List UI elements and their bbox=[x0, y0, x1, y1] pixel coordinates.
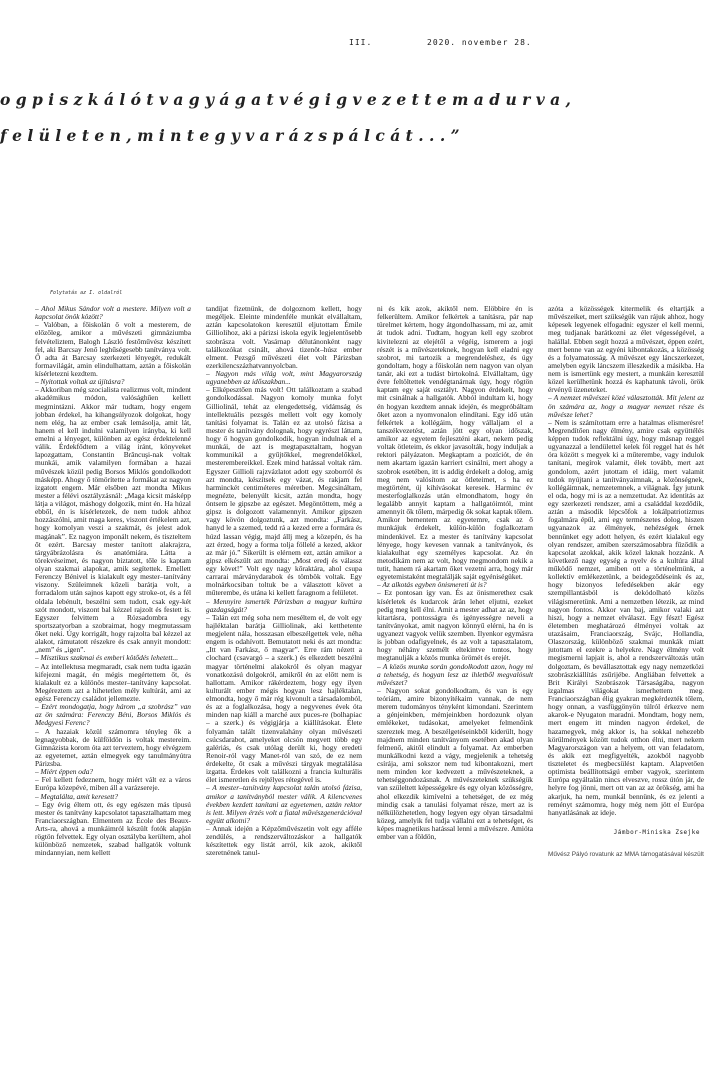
support-note: Művész Pályó rovatunk az MMA támogatásával készült bbox=[548, 851, 704, 858]
interview-answer: – Talán ezt még soha nem meséltem el, de volt egy hajléktalan barátja Gilliolinak, aki ketthetente megjelent nála, hosszasan elbeszélgettek vele, néha engem is odahívott. Bemutatott neki és azt mondta: „Itt van Farkász, ő magyar”. Erre rám nézett a clochard (csavargó – a szerk.) és elkezdett beszélni magyar történelmi alakokról és olyan magyar vonatkozású dolgokról, amikről én az előtt nem is hallottam. Amikor rákérdeztem, hogy egy ilyen kulturált ember mégis hogyan lesz hajléktalan, elmondta, hogy ő már rég kivonult a társadalomból, és az a foglalkozása, hogy a negyvenes évek óta minden nap kiáll a marché aux puces-re (bolhapiac – a szerk.) és végigjárja a kiállításokat. Élete folyamán talált tizenvalahány olyan művészeti csúcsdarabot, amelyeket olcsón megvett több egy galériás, és csak utólag derült ki, hogy eredeti Renoir-ról vagy Manet-ról van szó, de ez nem érdekelte, őt csak a művészi tárgyak megtalálása izgatta. Érdekes volt találkozni a francia kulturális élet ismeretlen és rejtélyes rétegével is. bbox=[206, 612, 362, 785]
interview-answer: – A hazaiak közül számomra tényleg ők a legnagyobbak, de külföldön is voltak mestereim. Gimnázista korom óta azt terveztem, hogy elvégzem az egyetemet, aztán elmegyek egy tanulmányútra Párizsba. bbox=[35, 726, 191, 768]
interview-answer: tandíjat fizetnünk, de dolgoznom kellett, hogy megéljek. Eleinte mindenféle munkát elvállaltam, aztán kapcsolatokon keresztül eljutottam Émile Gilliolihoz, aki a párizsi iskola egyik legjelentősebb szobrásza volt. Vasárnap délutánonként nagy találkozókat csinált, ahová tizenöt–húsz ember elment. Pezsgő művészeti élet volt Párizsban ezerkilencszázhatvannyolcban. bbox=[206, 305, 362, 370]
interview-question: – A közös munka során gondolkodott azon, hogy mi a tehetség, és hogyan lesz az ihletből megvalósult művészet? bbox=[377, 661, 533, 687]
interview-question: – A nemzet művészei közé választották. Mit jelent az ön számára az, hogy a magyar nemzet része és művésze lehet? bbox=[548, 393, 704, 419]
article-body bbox=[35, 305, 705, 1060]
interview-question: – Ezért mondogatja, hogy három „a szobrász” van az ön számára: Ferenczy Béni, Borsos Miklós és Medgyesi Ferenc? bbox=[35, 702, 191, 728]
interview-question: – Mennyire ismerték Párizsban a magyar kultúra gazdagságát? bbox=[206, 596, 362, 614]
interview-answer: – Akkoriban még szocialista realizmus volt, mindent akadémikus módon, valósághűen kellett megmintázni. Akkor már tudtam, hogy engem jobban érdekel, ha kihangsúlyozok dolgokat, hogy nem elég, ha az ember csak lemásolja, amit lát, hanem el kell indulni valamilyen irányba, ki kell emelni a lényeget, különben az egész érdektelenné válik. Érdekfődtem a világ iránt, könyveket lapozgattam, Constantin Brâncuşi-nak voltak munkái, amik valamilyen formában a hazai művészek közül pedig Borsos Miklós gondolkodott másképp. Ahogy ő tömörítette a formákat az nagyon izgatott engem. Már elsőben azt mondta Mikus mester a félévi osztályzásnál: „Maga kicsit másképp látja a világot, máshogy dolgozik, mint én. Ha húzal ebből, én is kísérletezek, de nem tudok ahhoz hozzászólni, amit maga keres, viszont értékelem azt, hogy komolyan veszi a szakmát, és jelest adok magának”. Ez nagyon imponált nekem, és tiszteltem őt ezért. Barcsay mester tanított alakrajzra, tárgyábrázolásra és anatómiára. Látta a törekvéseimet, és nagyon biztatott, tőle is kaptam olyan szakmai alapokat, amik segítettek. Emellett Ferenczy Bénivel is kialakult egy mester–tanítvány viszony. Szüleimnek kőzeli barátja volt, a forradalom után sajnos kapott egy stroke-ot, és a fél oldala lebénult, beszélni sem tudott, csak egy-két szót mondott, viszont bal kézzel rajzolt és festett is. Egyszer felvittem a Rózsadombra egy sportszatyorban a szobraimat, hogy megmutassam őket neki. Úgy korrigált, hogy rajzolta bal kézzel az alakot, rámutatott részekre és csak annyit mondott: „nem” és „igen”. bbox=[35, 385, 191, 655]
interview-answer: – Elképesztően más volt! Ott találkoztam a szabad gondolkodással. Nagyon komoly munka folyt Gilliolinál, tehát az elengedettség, vidámság és intellektuális pezsgés mellett volt egy komoly tanítási folyamat is. Talán ez az utolsó fázisa a mester és tanítvány dolognak, hogy egyrészt láttam, hogy ő hogyan gondolkodik, hogyan indulnak el a munkái, de azt is megtapasztaltam, hogyan kommunikál a gyűjtőkkel, megrendelőkkel, mesterembereikkel. Ezek mind hatással voltak rám. Egyszer Gillioli rajzvázlatot adott egy szoborról és azt mondta, készítsek egy vázat, és rakjam fel harminckét centiméteres méretben. Megcsináltam, megnézte, belenyúlt kicsit, aztán mondta, hogy öntsem le gipszbe az egészet. Megöntöttem, még a gipsz is dolgozott valamennyit. Amikor gipszen vagy kövön dolgoztunk, azt mondta: „Farkász, hanyd le a szemed, tedd rá a kezed erre a formára és húzd lassan végig, majd állj meg a közepén, és ha azt érzed, hogy a forma tolja föllelé a kezed, akkor az már jó.” Sikerült is elérnem ezt, aztán amikor a gipsz elkészült azt mondta: „Most eredj és válassz egy követ!” Volt egy nagy kőraktára, ahol csupa carrarai márványdarabok és tömbök voltak. Egy molnárkocsiban toltuk be a választott követ a műterembe, és utána ki kellett faragnom a felületet. bbox=[206, 385, 362, 598]
interview-answer: – Az intellektusa megmaradt, csak nem tudta igazán kifejezni magát, én mégis megértettem őt, és kialakult ez a különös mester–tanítvány kapcsolat. Megéreztem azt a hihetetlen mély kultúrát, ami az egész Ferenczy családot jellemezte. bbox=[35, 661, 191, 703]
interview-question: – Megtalálta, amit keresett? bbox=[35, 791, 119, 801]
interview-answer: azóta a közösségek kitermelik és eltartják a művészeiket, mert szükségük van rájuk ahhoz, hogy képesek legyenek elfogadni: egyszer el kell menni, meg tudjanak barátkozni az élet végességével, a halállal. Ebben segít hozzá a művészet, éppen ezért, mert benne van az egyéni kibontakozás, a közösség és a folyamatosság. A művészet egy láncszerkezet, amelyben egyik láncszem illeszkedik a másikba. Ha nem is ismertünk egy mestert, a munkáin keresztül közel kerülhetünk hozzá és kaphatunk távoli, örök érvényű üzeneteket. bbox=[548, 305, 704, 395]
interview-question: – Miért éppen oda? bbox=[35, 767, 94, 777]
interview-answer: – Ez pontosan így van. És az önismerethez csak kísérletek és kudarcok árán lehet eljutni, ezeket pedig meg kell élni. Amit a mester adhat az az, hogy kitartásra, pontosságra és igényességre neveli a tanítványokat, amit nagyon könnyű elérni, ha én is ugyanezt vagyok velük szemben. Ilyenkor egymásra is jobban odafigyelnek, és az volt a tapasztalatom, hogy néhány személt eltekintve tontos, hogy megtanulják a közös munka örömét és erejét. bbox=[377, 588, 533, 663]
page-header bbox=[0, 38, 720, 50]
pull-quote-line-1: o g p i s z k á l ó t v a g y á g a t v é g i g v e z e t t e m a d u r v a , bbox=[0, 90, 571, 109]
interview-answer: – Nagyon sokat gondolkodtam, és van is egy teóriám, amire bizonyítékaim vannak, de nem merem tudományos tényként kimondani. Szerintem a génjeinkben, mémjeinkben hordozunk olyan emlékeket, tudásokat, amelyeket felmenőink szereztek meg. A beszélgetéseinkből kiderült, hogy majdnem minden tanítványom esetében akad olyan felmenő, akitől elindult a folyamat. Az emberben munkálkodni kezd a vágy, megjelenik a tehetség csírája, ami sokszor nem tud kibontakozni, mert nem minden kor kedvezett a művészeteknek, a tehetséggondozásnak. A művészeteknek szükségük van szüleltett képességekre és egy olyan közösségre, ahol elkezdik kimívelni a tehetséget, de ez még mindig csak a tanulási folyamat része, mert az is nélkülözhetetlen, hogy legyen egy olyan társadalmi közeg, amelyik fel tudja vállalni ezt a tehetséget, és képes magnetikus hatással lenni a művészre. Amióta ember van a földön, bbox=[377, 685, 533, 842]
continued-from-note: Folytatás az I. oldalról bbox=[50, 290, 123, 296]
interview-answer: – Annak idején a Képzőművészetin volt egy afféle zendülés, a rendszerváltozáskor a hallgatók készítettek egy listát arról, kik azok, akiktől szeretnének tanul- bbox=[206, 824, 362, 858]
interview-question: – Misztikus szakmai és emberi kötődés lehetett... bbox=[35, 653, 179, 663]
interview-question: – Nagyon más világ volt, mint Magyarország ugyanebben az időszakban... bbox=[206, 369, 362, 387]
pull-quote bbox=[0, 82, 720, 154]
interview-question: – Nyitottak voltak az újításra? bbox=[35, 377, 125, 387]
page-number: III. bbox=[349, 38, 373, 47]
interview-answer: – Valóban, a főiskolán ő volt a mesterem, de előzőleg, amikor a művészeti gimnáziumba felvételiztem, Balogh László festőművész készített fel, aki Barcsay Jenő leghűségesebb tanítványa volt. Ő adta át Barcsay szerkezeti lényegét, redukált formavilágát, amin elindulhattam, aztán a főiskolán kísérletezni kezdtem. bbox=[35, 320, 191, 378]
interview-answer: ni és kik azok, akiktől nem. Elöbbire én is felkerültem. Amikor felkértek a tanításra, pár nap türelmet kértem, hogy átgondolhassam, mi az, amit át tudok adni. Tudtam, hogyan kell egy szobrot kivitelezni az elejétől a végéig, ismerem a jogi részét is a művészeteknek, hogyan kell eladni egy szobrot, mi tartozik a megrendeléshez, és úgy gondoltam, hogy a főiskolán nem nagyon van olyan tanár, aki ezt a tudást birtokolná. Elvállaltam, úgy évre feltöltettek vendégtanárnak úgy, hogy rögtön kaptam egy saját osztályt. Nagyon érdekelt, hogy mit csinálnak a hallgatók. Abból indultam ki, hogy én hogyan kezdtem annak idején, és megpróbáltam őket azon a nyomvonalon elindítani. Egy idő után felkértek a kollégáim, hogy vállaljam el a tanszékvezetést, aztán jött egy olyan időszak, amikor az egyetem fejleszténi akart, nekem pedig voltak ötleteim, és ekkor javasolták, hogy induljak a rektori pályázaton. Megkaptam a pozíciót, de én nem akartam igazán karriert csinálni, mert ahogy a szobrok esetében, itt is addig érdekelt a dolog, amíg meg nem valósítom az ötleteimet, s ha ez megtörtént, új kihívásokat keresek. Harminc év mesterfoglalkozás után elmondhatom, hogy én legalább annyit kaptam a hallgatóimtól, mint amennyit ők tőlem, márpedig ők sokat kaptak tőlem. Amikor bementem az egyetemre, csak az ő munkájuk érdekelt, külön-külön foglalkoztam mindenkivel. Ez a mester és tanítvány kapcsolat lényege, hogy kevesen vannak a tanítványok, és kialakulhat egy személyes kapcsolat. Az én metodikám nem az volt, hogy megmondom nekik a tutit, hanem rá akartam őket vezetni arra, hogy már egyetemistaként megtalálják saját egyéniségüket. bbox=[377, 305, 533, 582]
article-column-1 bbox=[35, 305, 191, 1060]
issue-date: 2020. november 28. bbox=[427, 38, 532, 47]
interview-question: – Az alkotás egyben önismereti út is? bbox=[377, 580, 487, 590]
author-signature: Jámbor-Miniska Zsejke bbox=[613, 828, 700, 836]
interview-answer: – Fel kellett fedeznem, hogy miért vált ez a város Európa közepévé, miben áll a varázsereje. bbox=[35, 775, 191, 793]
article-column-4 bbox=[548, 305, 704, 1060]
pull-quote-line-2: f e l ü l e t e n , m i n t e g y v a r á z s p á l c á t . . . ” bbox=[0, 126, 460, 145]
interview-question: – A mester–tanítvány kapcsolat talán utolsó fázisa, amikor a tanítványból mester válik. A kilencvenes években kezdett tanítani az egyetemen, aztán rektor is lett. Milyen érzés volt a fiatal művészgenerációval együtt alkotni? bbox=[206, 783, 362, 825]
article-column-2 bbox=[206, 305, 362, 1060]
interview-answer: – Egy évig éltem ott, és egy egészen más típusú mester és tanítvány kapcsolatot tapasztalhattam meg Franciaországban. Elmentem az École des Beaux-Arts-ra, ahová a munkáimról készült fotók alapján rögtön felvettek. Egy olyan osztályba kerültem, ahol különböző nemzetek, szabad hallgatók voltunk mindannyian, nem kellett bbox=[35, 799, 191, 858]
sign-off bbox=[548, 829, 704, 859]
article-column-3 bbox=[377, 305, 533, 1060]
interview-question: – Ahol Mikus Sándor volt a mestere. Milyen volt a kapcsolat önök között? bbox=[35, 305, 191, 322]
interview-answer: – Nem is számítottam erre a hatalmas elismerésre! Megrendítően nagy élmény, amire csak együttélés képpen tudok reflektálni úgy, hogy másnap reggel ugyanazzal a lendülettel kelek föl reggel hat és hét óra között s megyek ki a műterembe, vagy indulok tanítani, megírok valamit, élek tovább, mert azt gondolom, azért jutottam el idáig, mert valamit tudok nyújtani a tanítványaimnak, a közönségnek, kollégáimnak, nemzetemnek, a világnak. Így jutunk el oda, hogy mi is az a nemzettudat. Az identitás az egy szerkezeti rendszer, ami a családdal kezdődik, aztán a második lépcsőfok a lokálpatriotizmus fogalmára épül, ami egy természetes dolog, hiszen ugyanazok az élmények, nehézségek érnek bennünket egy adott helyen, és ezért kialakul egy olyan rendszer, amiben szerszámosabbra fűződik a kapcsolat azokkal, akik közel laknak hozzánk. A következő nagy egység a nyelv és a kultúra által működő nemzet, amiben ott a történelmünk, a kollektív emlékezetünk, a beidegződéseink és az, hogy bizonyos lefedésekben akár egy szempillantásból is dekódolható közös világismeretünk. Ami a nemzetben létezik, az mind nagyon fontos. Akkor van baj, amikor valaki azt hiszi, hogy a nemzet elválaszt. Egy fészt! Egész életemben meghatározó élményei voltak az utazásaim, Franciaország, Svájc, Hollandia, Olaszország, különböző szakmai munkák miatt jutottam el ezekre a helyekre. Nagy élmény volt megismerni lapjait is, ahol a rendszerváltozás után dolgoztam, és bevállasztottak egy nagy nemzetközi szobrászkiállítás zsűrijébe. Angliában felvettek a Brit Királyi Szobrászok Társaságába, nagyon izgalmas világokat ismerhettem meg. Franciaországban élig gyakran megkérdezték tőlem, hogy onnan, a vasfüggönyön túlról érkezve nem akarok-e Nyugaton maradni. Mondtam, hogy nem, mert engem itt minden nagyon érdekel, de hazamegyek, még akkor is, ha sokkal nehezebb körülmények között tudok otthon élni, mert nekem Magyarországon van a helyem, ott van feladatom, és akik ezt megfigyelték, azokból nagyobb tiszteletet és megbecsülést kaptam. Alapvetően optimista beállítottságú ember vagyok, szerintem Európa egyáltalán nincs elveszve, rossz útón jár, de helyre fog jönni, mert ott van az az örökség, ami ha akarjuk, ha nem, munkál bennünk, és ez jelenti a reményt számomra, hogy még nem jött el Európa hanyatlásának az ideje. bbox=[548, 417, 704, 817]
